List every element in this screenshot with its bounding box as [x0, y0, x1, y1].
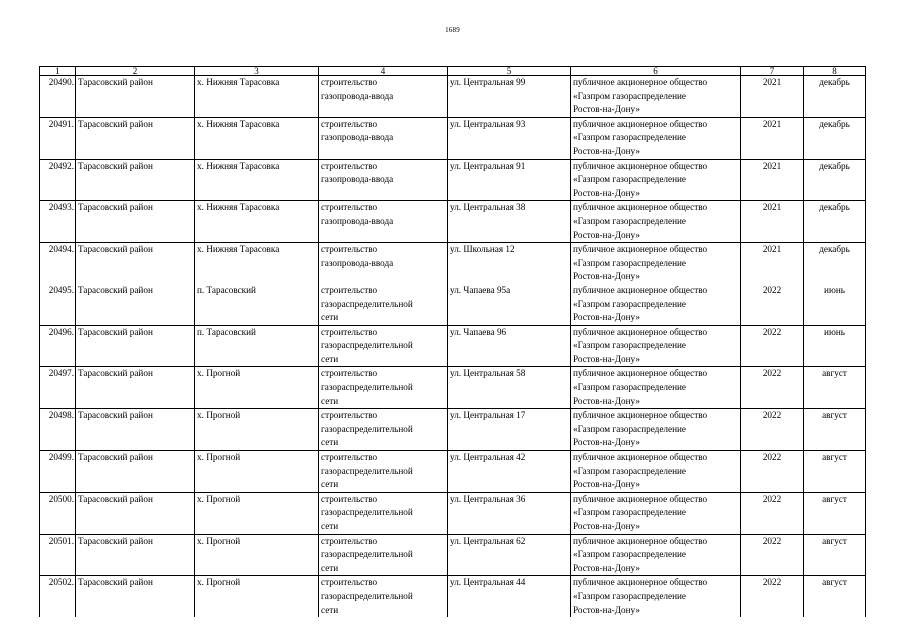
table-row	[40, 76, 866, 118]
organization-cell	[571, 451, 741, 493]
address-cell: ул. Школьная 12	[448, 243, 571, 284]
settlement-cell: х. Нижняя Тарасовка	[195, 243, 319, 284]
district-cell: Тарасовский район	[76, 76, 195, 118]
work-type-line: газораспределительной	[321, 507, 413, 518]
work-type-cell	[319, 409, 448, 451]
district-cell: Тарасовский район	[76, 534, 195, 576]
address-cell: ул. Центральная 44	[448, 576, 571, 617]
organization-line: Ростов-на-Дону»	[573, 437, 640, 448]
organization-line: публичное акционерное общество	[573, 535, 708, 546]
year-cell: 2021	[741, 117, 804, 159]
column-header: 7	[741, 67, 804, 76]
month-cell: август	[804, 576, 866, 617]
year-cell: 2022	[741, 284, 804, 325]
column-header: 5	[448, 67, 571, 76]
organization-line: публичное акционерное общество	[573, 493, 708, 504]
table-row	[40, 325, 866, 367]
address-cell: ул. Чапаева 96	[448, 325, 571, 367]
organization-line: «Газпром газораспределение	[573, 132, 686, 143]
organization-line: «Газпром газораспределение	[573, 340, 686, 351]
organization-line: Ростов-на-Дону»	[573, 312, 640, 323]
work-type-line: газораспределительной	[321, 340, 413, 351]
organization-line: Ростов-на-Дону»	[573, 562, 640, 573]
organization-line: Ростов-на-Дону»	[573, 521, 640, 531]
district-cell: Тарасовский район	[76, 284, 195, 325]
organization-cell	[571, 159, 741, 201]
year-cell: 2022	[741, 451, 804, 493]
organization-line: Ростов-на-Дону»	[573, 145, 640, 156]
organization-line: Ростов-на-Дону»	[573, 187, 640, 198]
work-type-cell	[319, 117, 448, 159]
work-type-line: сети	[321, 479, 339, 490]
year-cell: 2022	[741, 534, 804, 576]
month-cell: декабрь	[804, 201, 866, 243]
work-type-line: газораспределительной	[321, 298, 413, 309]
settlement-cell: п. Тарасовский	[195, 325, 319, 367]
month-cell: декабрь	[804, 159, 866, 201]
year-cell: 2021	[741, 159, 804, 201]
organization-line: публичное акционерное общество	[573, 577, 708, 588]
row-number: 20495.	[40, 284, 76, 325]
work-type-cell	[319, 159, 448, 201]
year-cell: 2021	[741, 243, 804, 284]
address-cell: ул. Центральная 99	[448, 76, 571, 118]
work-type-line: газопровода-ввода	[321, 174, 394, 185]
row-number: 20500.	[40, 492, 76, 534]
table-body	[40, 76, 866, 618]
work-type-line: сети	[321, 604, 339, 615]
settlement-cell: х. Прогной	[195, 492, 319, 534]
work-type-line: строительство	[321, 160, 378, 171]
organization-line: публичное акционерное общество	[573, 244, 708, 255]
table-header-row	[40, 67, 866, 76]
work-type-line: строительство	[321, 493, 378, 504]
work-type-cell	[319, 576, 448, 617]
work-type-line: строительство	[321, 244, 378, 255]
organization-line: публичное акционерное общество	[573, 202, 708, 213]
district-cell: Тарасовский район	[76, 451, 195, 493]
organization-line: публичное акционерное общество	[573, 452, 708, 463]
work-type-line: газораспределительной	[321, 549, 413, 560]
organization-line: «Газпром газораспределение	[573, 590, 686, 601]
work-type-cell	[319, 76, 448, 118]
table-row	[40, 451, 866, 493]
organization-line: «Газпром газораспределение	[573, 90, 686, 101]
month-cell: июнь	[804, 284, 866, 325]
address-cell: ул. Центральная 38	[448, 201, 571, 243]
year-cell: 2022	[741, 409, 804, 451]
year-cell: 2022	[741, 367, 804, 409]
work-type-line: сети	[321, 521, 339, 531]
address-cell: ул. Центральная 91	[448, 159, 571, 201]
column-header: 2	[76, 67, 195, 76]
settlement-cell: п. Тарасовский	[195, 284, 319, 325]
district-cell: Тарасовский район	[76, 409, 195, 451]
district-cell: Тарасовский район	[76, 325, 195, 367]
organization-line: публичное акционерное общество	[573, 368, 708, 379]
work-type-line: строительство	[321, 368, 378, 379]
row-number: 20497.	[40, 367, 76, 409]
work-type-line: строительство	[321, 118, 378, 129]
work-type-line: строительство	[321, 410, 378, 421]
work-type-line: строительство	[321, 577, 378, 588]
month-cell: декабрь	[804, 76, 866, 118]
organization-line: публичное акционерное общество	[573, 326, 708, 337]
work-type-line: сети	[321, 437, 339, 448]
work-type-line: сети	[321, 353, 339, 364]
year-cell: 2021	[741, 201, 804, 243]
column-header: 8	[804, 67, 866, 76]
organization-line: Ростов-на-Дону»	[573, 353, 640, 364]
work-type-line: газопровода-ввода	[321, 257, 394, 268]
organization-cell	[571, 284, 741, 325]
row-number: 20498.	[40, 409, 76, 451]
work-type-line: сети	[321, 562, 339, 573]
organization-line: Ростов-на-Дону»	[573, 479, 640, 490]
work-type-cell	[319, 367, 448, 409]
table-row	[40, 534, 866, 576]
organization-cell	[571, 367, 741, 409]
district-cell: Тарасовский район	[76, 201, 195, 243]
work-type-cell	[319, 534, 448, 576]
district-cell: Тарасовский район	[76, 492, 195, 534]
month-cell: август	[804, 451, 866, 493]
year-cell: 2022	[741, 325, 804, 367]
work-type-line: сети	[321, 395, 339, 406]
table-row	[40, 243, 866, 284]
organization-line: публичное акционерное общество	[573, 410, 708, 421]
month-cell: декабрь	[804, 243, 866, 284]
work-type-line: газопровода-ввода	[321, 215, 394, 226]
row-number: 20494.	[40, 243, 76, 284]
settlement-cell: х. Нижняя Тарасовка	[195, 117, 319, 159]
work-type-line: газораспределительной	[321, 590, 413, 601]
table-row	[40, 492, 866, 534]
organization-line: «Газпром газораспределение	[573, 382, 686, 393]
organization-cell	[571, 201, 741, 243]
address-cell: ул. Центральная 58	[448, 367, 571, 409]
address-cell: ул. Центральная 42	[448, 451, 571, 493]
row-number: 20499.	[40, 451, 76, 493]
work-type-cell	[319, 325, 448, 367]
work-type-cell	[319, 492, 448, 534]
work-type-line: строительство	[321, 452, 378, 463]
row-number: 20493.	[40, 201, 76, 243]
settlement-cell: х. Прогной	[195, 409, 319, 451]
address-cell: ул. Центральная 62	[448, 534, 571, 576]
organization-line: «Газпром газораспределение	[573, 215, 686, 226]
month-cell: август	[804, 409, 866, 451]
work-type-line: газораспределительной	[321, 382, 413, 393]
work-type-line: газораспределительной	[321, 465, 413, 476]
organization-line: Ростов-на-Дону»	[573, 104, 640, 115]
settlement-cell: х. Нижняя Тарасовка	[195, 159, 319, 201]
organization-line: «Газпром газораспределение	[573, 257, 686, 268]
address-cell: ул. Чапаева 95а	[448, 284, 571, 325]
table-row	[40, 367, 866, 409]
work-type-line: газопровода-ввода	[321, 132, 394, 143]
organization-line: публичное акционерное общество	[573, 160, 708, 171]
month-cell: июнь	[804, 325, 866, 367]
row-number: 20491.	[40, 117, 76, 159]
table-row	[40, 201, 866, 243]
organization-line: Ростов-на-Дону»	[573, 271, 640, 282]
organization-line: публичное акционерное общество	[573, 77, 708, 87]
page-number: 1689	[445, 26, 460, 34]
year-cell: 2021	[741, 76, 804, 118]
address-cell: ул. Центральная 93	[448, 117, 571, 159]
organization-cell	[571, 117, 741, 159]
district-cell: Тарасовский район	[76, 367, 195, 409]
row-number: 20490.	[40, 76, 76, 118]
month-cell: август	[804, 367, 866, 409]
work-type-line: строительство	[321, 326, 378, 337]
settlement-cell: х. Нижняя Тарасовка	[195, 201, 319, 243]
work-type-line: строительство	[321, 202, 378, 213]
table-row	[40, 159, 866, 201]
month-cell: декабрь	[804, 117, 866, 159]
row-number: 20501.	[40, 534, 76, 576]
organization-line: Ростов-на-Дону»	[573, 229, 640, 240]
column-header: 1	[40, 67, 76, 76]
work-type-cell	[319, 451, 448, 493]
organization-line: «Газпром газораспределение	[573, 549, 686, 560]
work-type-cell	[319, 284, 448, 325]
organization-line: «Газпром газораспределение	[573, 423, 686, 434]
table-row	[40, 576, 866, 617]
month-cell: август	[804, 534, 866, 576]
address-cell: ул. Центральная 36	[448, 492, 571, 534]
table-row	[40, 284, 866, 325]
organization-line: Ростов-на-Дону»	[573, 395, 640, 406]
work-type-line: сети	[321, 312, 339, 323]
row-number: 20492.	[40, 159, 76, 201]
work-type-line: строительство	[321, 77, 378, 87]
document-table	[39, 66, 866, 617]
settlement-cell: х. Прогной	[195, 367, 319, 409]
organization-line: «Газпром газораспределение	[573, 298, 686, 309]
year-cell: 2022	[741, 576, 804, 617]
organization-line: «Газпром газораспределение	[573, 174, 686, 185]
settlement-cell: х. Прогной	[195, 534, 319, 576]
district-cell: Тарасовский район	[76, 243, 195, 284]
organization-line: «Газпром газораспределение	[573, 465, 686, 476]
table-row	[40, 117, 866, 159]
month-cell: август	[804, 492, 866, 534]
organization-line: публичное акционерное общество	[573, 284, 708, 295]
organization-line: «Газпром газораспределение	[573, 507, 686, 518]
organization-cell	[571, 76, 741, 118]
organization-cell	[571, 576, 741, 617]
row-number: 20502.	[40, 576, 76, 617]
settlement-cell: х. Нижняя Тарасовка	[195, 76, 319, 118]
year-cell: 2022	[741, 492, 804, 534]
work-type-line: строительство	[321, 535, 378, 546]
column-header: 3	[195, 67, 319, 76]
organization-cell	[571, 243, 741, 284]
column-header: 6	[571, 67, 741, 76]
settlement-cell: х. Прогной	[195, 576, 319, 617]
organization-line: публичное акционерное общество	[573, 118, 708, 129]
district-cell: Тарасовский район	[76, 159, 195, 201]
organization-line: Ростов-на-Дону»	[573, 604, 640, 615]
district-cell: Тарасовский район	[76, 117, 195, 159]
column-header: 4	[319, 67, 448, 76]
organization-cell	[571, 325, 741, 367]
work-type-cell	[319, 243, 448, 284]
address-cell: ул. Центральная 17	[448, 409, 571, 451]
organization-cell	[571, 492, 741, 534]
work-type-line: газопровода-ввода	[321, 90, 394, 101]
table-row	[40, 409, 866, 451]
row-number: 20496.	[40, 325, 76, 367]
work-type-line: газораспределительной	[321, 423, 413, 434]
organization-cell	[571, 409, 741, 451]
work-type-line: строительство	[321, 284, 378, 295]
settlement-cell: х. Прогной	[195, 451, 319, 493]
work-type-cell	[319, 201, 448, 243]
organization-cell	[571, 534, 741, 576]
district-cell: Тарасовский район	[76, 576, 195, 617]
